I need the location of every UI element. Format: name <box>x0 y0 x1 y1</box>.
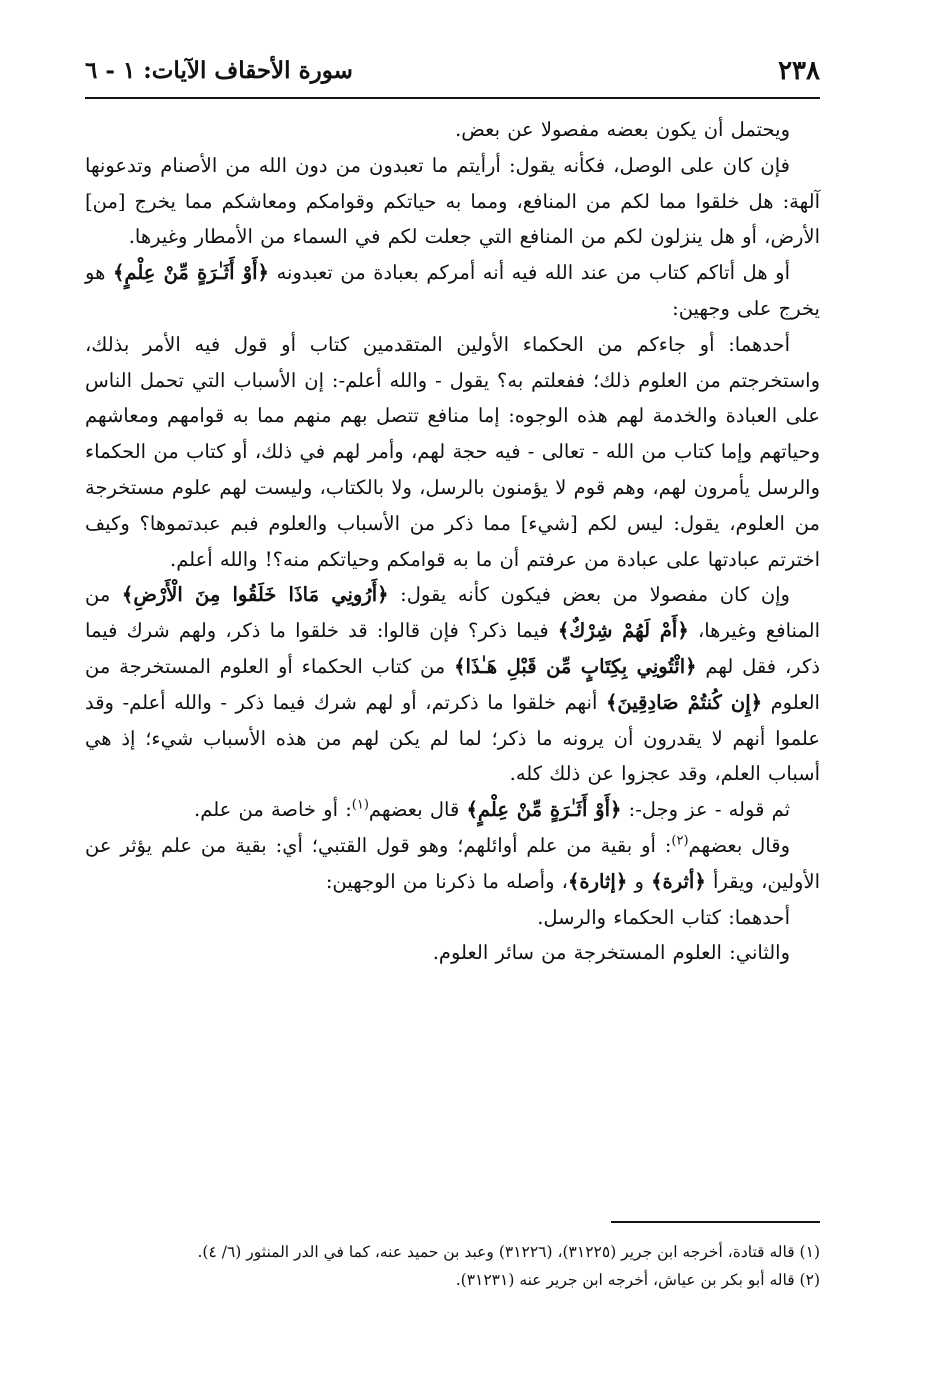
paragraph <box>85 577 820 792</box>
quran-quote: ﴿إثارة﴾ <box>567 869 628 893</box>
paragraph-text: ثم قوله - عز وجل-: <box>628 798 790 822</box>
paragraph-text: أنهم خلقوا ما ذكرتم، أو لهم شرك فيما ذكر - والله أعلم- وقد علموا أنهم لا يقدرون أن يرونه ما ذكر؛ لما لم يكن لهم من هذه الأسباب شيء؛ إذ هي أسباب العلم، وقد عجزوا عن ذلك كله. <box>85 690 820 786</box>
paragraph <box>85 792 820 828</box>
paragraph-text: قال بعضهم <box>368 798 460 822</box>
paragraph: أحدهما: أو جاءكم من الحكماء الأولين المتقدمين كتاب أو قول فيه الأمر بذلك، واستخرجتم من العلوم ذلك؛ ففعلتم به؟ يقول - والله أعلم-: إن الأسباب التي تحمل الناس على العبادة والخدمة لهم هذه الوجوه: إما منافع تتصل بهم منهم مما به قوامهم ومعاشهم وحياتهم وإما كتاب من الله - تعالى - فيه حجة لهم، وأمر لهم في ذلك، أو كتاب من الحكماء والرسل يأمرون لهم، وهم قوم لا يؤمنون بالرسل، ولا بالكتاب، وليست لهم علوم مستخرجة من العلوم، يقول: ليس لكم [شيء] مما ذكر من الأسباب والعلوم فبم عبدتموها؟ وكيف اخترتم عبادتها على عبادة من عرفتم أن ما به قوامكم وحياتكم منه؟! والله أعلم. <box>85 332 820 571</box>
quran-quote: ﴿أَوْ أَثَـٰرَةٍ مِّنْ عِلْمٍ﴾ <box>112 261 269 285</box>
running-title: سورة الأحقاف الآيات: ١ - ٦ <box>85 57 353 84</box>
paragraph: والثاني: العلوم المستخرجة من سائر العلوم. <box>432 941 790 965</box>
paragraph-text: أو هل أتاكم كتاب من عند الله فيه أنه أمركم بعبادة من تعبدونه <box>276 261 791 285</box>
quran-quote: ﴿ائْتُونِي بِكِتَابٍ مِّن قَبْلِ هَـٰذَا﴾ <box>454 654 697 678</box>
quran-quote: ﴿أثرة﴾ <box>651 869 706 893</box>
paragraph: فإن كان على الوصل، فكأنه يقول: أرأيتم ما تعبدون من دون الله من الأصنام وتدعونها آلهة: هل خلقوا مما لكم من المنافع، ومما به حياتكم وقوامكم ومعاشكم مما يخرج [من] الأرض، أو هل ينزلون لكم من المنافع التي جعلت لكم في السماء من الأمطار وغيرها. <box>85 153 820 249</box>
quran-quote: ﴿أَوْ أَثَـٰرَةٍ مِّنْ عِلْمٍ﴾ <box>466 798 622 822</box>
page-header <box>85 52 820 92</box>
paragraph-text: من كتاب الحكماء أو العلوم المستخرجة من العلوم <box>85 654 820 714</box>
quran-quote: ﴿أَمْ لَهُمْ شِرْكٌ﴾ <box>557 619 689 643</box>
paragraph <box>85 255 820 327</box>
footnote: (٢) قاله أبو بكر بن عياش، أخرجه ابن جرير عنه (٣١٢٣١). <box>455 1271 820 1289</box>
paragraph: أحدهما: كتاب الحكماء والرسل. <box>537 905 790 929</box>
paragraph-text: وقال بعضهم <box>688 833 790 857</box>
footnote: (١) قاله قتادة، أخرجه ابن جرير (٣١٢٢٥)، (٣١٢٢٦) وعبد بن حميد عنه، كما في الدر المنثور (٦/ ٤). <box>197 1243 820 1261</box>
paragraph-text: و <box>634 869 644 893</box>
paragraph-text: وإن كان مفصولا من بعض فيكون كأنه يقول: <box>400 583 790 607</box>
quran-quote: ﴿أَرُونِي مَاذَا خَلَقُوا مِنَ الْأَرْضِ﴾ <box>121 583 389 607</box>
page-number: ٢٣٨ <box>778 56 820 86</box>
paragraph: ويحتمل أن يكون بعضه مفصولا عن بعض. <box>455 118 790 141</box>
quran-quote: ﴿إِن كُنتُمْ صَادِقِينَ﴾ <box>605 690 763 714</box>
footnotes <box>85 1238 820 1294</box>
page-body <box>85 112 820 971</box>
footnote-ref[interactable]: (١) <box>351 797 369 813</box>
paragraph-text: : أو خاصة من علم. <box>194 798 352 822</box>
paragraph-text: من المنافع وغيرها، <box>85 583 821 643</box>
paragraph-text: ، وأصله ما ذكرنا من الوجهين: <box>325 869 568 893</box>
footnote-rule <box>611 1221 820 1223</box>
paragraph-text: هو يخرج على وجهين: <box>85 261 820 320</box>
header-rule <box>85 97 820 99</box>
footnote-ref[interactable]: (٢) <box>671 833 689 849</box>
paragraph-text: فيما ذكر؟ فإن قالوا: قد خلقوا ما ذكر، ولهم شرك فيما ذكر، فقل لهم <box>85 619 820 678</box>
paragraph <box>85 828 820 900</box>
paragraph-text: : أو بقية من علم أوائلهم؛ وهو قول القتبي؛ أي: بقية من علم يؤثر عن الأولين، ويقرأ <box>85 833 820 893</box>
